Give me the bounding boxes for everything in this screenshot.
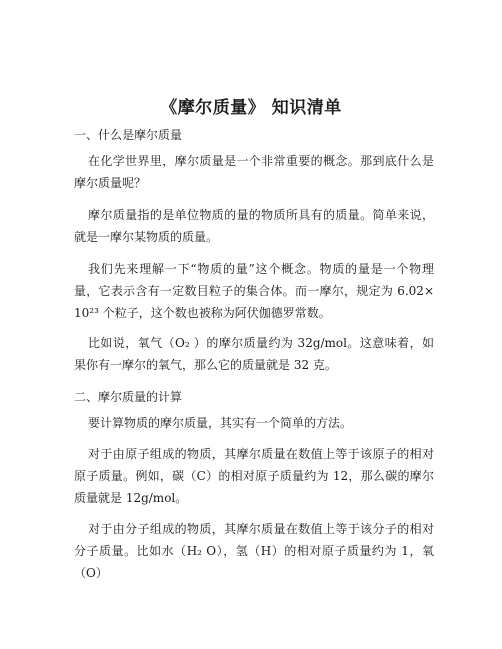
paragraph-definition: 摩尔质量指的是单位物质的量的物质所具有的质量。简单来说，就是一摩尔某物质的质量。 xyxy=(74,208,434,244)
document-title: 《摩尔质量》 知识清单 xyxy=(160,98,342,118)
paragraph-intro: 在化学世界里，摩尔质量是一个非常重要的概念。那到底什么是摩尔质量呢？ xyxy=(74,154,434,190)
paragraph-oxygen-example: 比如说，氧气（O₂ ）的摩尔质量约为 32g/mol。这意味着，如果你有一摩尔的氧气，那么它的质量就是 32 克。 xyxy=(74,336,434,372)
paragraph-amount-of-substance: 我们先来理解一下“物质的量”这个概念。物质的量是一个物理量，它表示含有一定数目粒子的集合体。而一摩尔，规定为 6.02×10²³ 个粒子，这个数也被称为阿伏伽德罗常数。 xyxy=(74,262,434,320)
section-heading-calculation: 二、摩尔质量的计算 xyxy=(74,390,183,404)
paragraph-atoms: 对于由原子组成的物质，其摩尔质量在数值上等于该原子的相对原子质量。例如，碳（C）的相对原子质量约为 12，那么碳的摩尔质量就是 12g/mol。 xyxy=(74,447,434,505)
section-heading-what-is: 一、什么是摩尔质量 xyxy=(74,128,183,142)
paragraph-molecules: 对于由分子组成的物质，其摩尔质量在数值上等于该分子的相对分子质量。比如水（H₂ O），氢（H）的相对原子质量约为 1，氧（O） xyxy=(74,522,434,580)
paragraph-calculation-intro: 要计算物质的摩尔质量，其实有一个简单的方法。 xyxy=(88,416,353,430)
